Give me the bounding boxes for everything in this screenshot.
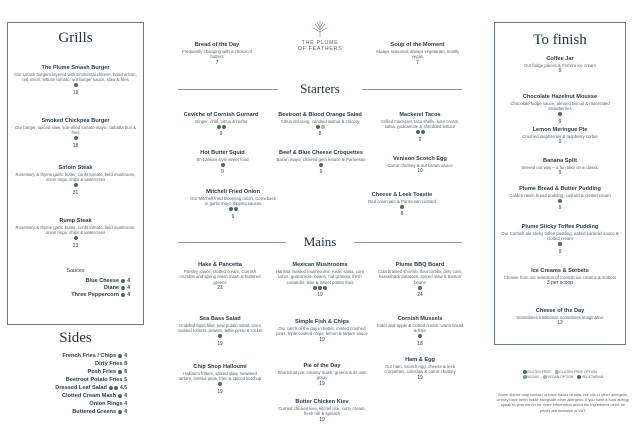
dessert-item: Ice Creams & Sorbets Choose from our selection of Cornish ice creams & sorbets 3 per scoop — [503, 268, 617, 287]
side-item: Onion Rings 4 — [89, 401, 127, 407]
grill-item: Smoked Chickpea Burger Our burger, spiced slaw, sun-dried tomato mayo, ciabatta bun & fries 18 — [14, 118, 137, 149]
dessert-item: Coffee Jar Our fudge pieces & Ferrero ice cream 9 — [524, 56, 596, 75]
dessert-item: Banana Split Served our way – a fun take on a classic 9 — [521, 158, 599, 177]
sauces-title: Sauces — [66, 268, 85, 274]
side-item: French Fries / Chips 4 — [62, 353, 127, 359]
gluten-free-icon — [74, 183, 78, 187]
starters-title: Starters — [300, 81, 340, 96]
dessert-item: Plume Sticky Toffee Pudding Our Cornish ale sticky toffee pudding, salted caramel sauce & clotted cream 9 — [501, 224, 619, 255]
vegan-icon — [74, 136, 78, 140]
mains-divider-left — [178, 242, 286, 243]
dessert-item: Chocolate Hazelnut Mousse Chocolate fudge sauce, almond biscuit & macerated strawberries 9 — [510, 94, 610, 125]
feather-tree-logo-icon — [310, 20, 330, 38]
dessert-item: Plume Bread & Butter Pudding Golden raisin bread pudding, custard & clotted cream 9 — [509, 186, 611, 212]
gluten-free-icon — [74, 83, 78, 87]
vegetarian-icon — [577, 375, 581, 379]
side-item: Clotted Cream Mash 4 — [62, 393, 127, 399]
main-item: Hake & Pancetta Parsley sauce, clotted cream, Cornish crumble and spring onion mash & buttered greens 21 — [179, 262, 261, 291]
sauces-list — [30, 278, 130, 299]
sauce-item: Three Peppercorn 4 — [71, 292, 130, 298]
soup-of-the-moment: Soup of the Moment Always seasonal, always vegetarian, mostly vegan 7 — [375, 42, 460, 66]
sauce-item: Blue Cheese 4 — [85, 278, 130, 284]
starter-item: Mitchell Fried Onion Our Mitchell fried blooming onion, Comeback or garlic mayo dipping sauces 9 — [190, 189, 276, 220]
main-item: Butter Chicken Kiev Curried chicken kiev, kitchel rice, curry cream, fresh roll & spinach 19 — [278, 399, 366, 423]
sauce-item: Diane 4 — [103, 285, 130, 291]
starter-item: Beef & Blue Cheese Croquettes Bacon mayo, charred gem lettuce & Parmesan 9 — [276, 150, 366, 176]
grill-item: Sirloin Steak Rosemary & thyme garlic butter, confit tomato, field mushroom, onion rings, chips & watercress 31 — [15, 165, 136, 196]
side-item: Dirty Fries 8 — [94, 361, 127, 367]
starter-item: Cheese & Leek Toastie Red onion jam & Parmesan custard 8 — [368, 192, 436, 218]
logo: THE PLUME OF FEATHERS — [290, 20, 350, 52]
bread-of-the-day: Bread of the Day Frequently changing with a choice of butters 7 — [182, 42, 252, 66]
dessert-item: Cheese of the Day Sometimes traditional, sometimes imaginative 12 — [516, 308, 604, 327]
grill-item: The Plume Smash Burger Our smash burgers layered with Emmental cheese, brioche bun, red onion, lettuce tomato, our burger sauce, slaw & fries 19 — [14, 65, 137, 96]
sides-list — [12, 352, 127, 416]
main-item: Mexican Mushrooms Harissa roasted mushrooms, rustic salsa, corn tacos, guacamole, beans, nut granola, fresh coriander, lime & sweet potato fries 19 — [275, 262, 365, 298]
grill-item: Rump Steak Rosemary & thyme garlic butter, confit tomato, field mushroom, onion rings, chips & watercress 23 — [15, 218, 136, 249]
grills-title: Grills — [58, 30, 93, 46]
starter-item: Venison Scotch Egg Carrot chutney & our brown sauce 10 — [387, 156, 453, 175]
main-item: Pie of the Day Shortcrust pie, creamy mash, greens & its own gravy 19 — [277, 363, 367, 387]
starter-item: Beetroot & Blood Orange Salad Citrus dressing, candied walnut & chicory 8 — [278, 112, 362, 138]
vegan-icon — [523, 375, 527, 379]
starters-divider-right — [362, 89, 462, 90]
main-item: Plume BBQ Board Cola braised shortrib, flour tortilla, dirty corn, hasselback potatoes, spiced slaw & Boston beans 24 — [377, 262, 463, 298]
mains-title: Mains — [303, 234, 337, 249]
gluten-free-icon — [74, 236, 78, 240]
sides-title: Sides — [59, 330, 92, 346]
to-finish-title: To finish — [533, 32, 587, 48]
dessert-item: Lemon Meringue Pie Crushed raspberries & raspberry sorbet 9 — [522, 127, 598, 146]
side-item: Buttered Greens 4 — [72, 409, 127, 415]
allergy-notice: Some dishes may contain or have traces of nuts, nut oils or other allergens, or may have been made alongside other allergens. If you have a food allergy, speak to your server for more information about the ingredients used. All prices are inclusive of VAT. — [496, 392, 630, 413]
starter-item: Hot Butter Squid Sri Lankan style street food 9 — [196, 150, 249, 176]
mains-divider-right — [354, 242, 462, 243]
main-item: Cornish Mussels Cider and apple & clotted cream, warm bread & fries 18 — [376, 316, 464, 347]
starters-divider-left — [178, 89, 278, 90]
side-item: Posh Fries 8 — [87, 369, 127, 375]
gluten-free-icon — [523, 370, 527, 374]
main-item: Chip Shop Halloumi Halloumi fritters, spiced slaw, seaweed tartare, minted peas, fries & spiced ketchup 19 — [178, 364, 262, 395]
starter-item: Mackerel Tacos Grilled mackerel, taco shells, sour cream, salsa, guacamole & shredded lettuce 9 — [380, 112, 460, 143]
side-item: Dressed Leaf Salad 4.5 — [55, 385, 127, 391]
main-item: Ham & Egg Our ham, Scotch egg, cheese & leek croquettes, coleslaw & carrot chutney 19 — [384, 357, 456, 381]
side-item: Beetroot Potato Fries 5 — [65, 377, 127, 383]
main-item: Sea Bass Salad Griddled bass fillet, new potato salad, oven roasted tomato, prawns, lettle pesto & rocket 19 — [177, 316, 263, 347]
dietary-legend: GLUTEN FREE GLUTEN FREE OPTION VEGAN VEGAN OPTION VEGETARIAN — [522, 370, 632, 380]
main-item: Simple Fish & Chips Our catch of the day in batter, minted crushed peas, triple cooked chips, lemon & tartare sauce 19 — [276, 319, 368, 343]
starter-item: Ceviche of Cornish Gurnard Ginger, chilli, citrus & herbs 9 — [183, 112, 259, 138]
